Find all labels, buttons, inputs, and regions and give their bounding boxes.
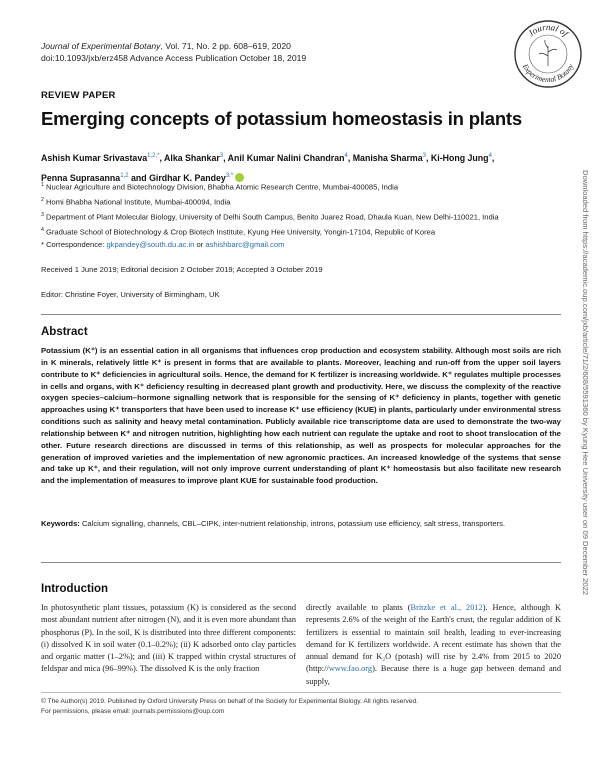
affiliation-text: Graduate School of Biotechnology & Crop Biotech Institute, Kyung Hee University, Yongin-17104, Republic of Korea	[43, 227, 436, 237]
abstract-heading: Abstract	[41, 326, 88, 338]
affiliations	[41, 179, 561, 239]
citation-link[interactable]: Britzke et al., 2012	[410, 603, 483, 612]
author-separator: ,	[491, 152, 495, 163]
article-type: REVIEW PAPER	[41, 90, 116, 101]
abstract-text: Potassium (K⁺) is an essential cation in all organisms that influences crop production and ecosystem stability. Although most soils are rich in K minerals, relatively little K⁺ is present in forms that are available to plants. Moreover, leaching and run-off from the upper soil layers contribute to K⁺ deficiencies in agricultural soils. Hence, the demand for K fertilizer is increasing worldwide. K⁺ regulates multiple processes in cells and organs, with K⁺ deficiency resulting in decreased plant growth and productivity. Here, we discuss the complexity of the reactive oxygen species–calcium–hormone signalling network that is responsible for the sensing of K⁺ deficiency in plants, together with genetic approaches using K⁺ transporters that have been used to increase K⁺ use efficiency (KUE) in plants, particularly under environmental stress conditions such as salinity and heavy metal contamination. Publicly available rice transcriptome data are used to demonstrate the two-way relationship between K⁺ and nitrogen nutrition, highlighting how each nutrient can regulate the uptake and root to shoot translocation of the other. Future research directions are discussed in terms of this relationship, as well as prospects for molecular approaches for the generation of improved varieties and the implementation of new agronomic practices. An increased knowledge of the systems that sense and take up K⁺, and their regulation, will not only improve current understanding of plant K⁺ homeostasis but also facilitate new research and the implementation of measures to improve plant KUE for sustainable food production.	[41, 346, 561, 486]
introduction-heading: Introduction	[41, 583, 109, 595]
publication-dates: Received 1 June 2019; Editorial decision 2 October 2019; Accepted 3 October 2019	[41, 265, 323, 274]
logo-text-top: Journal of	[525, 21, 571, 39]
affiliation-text: Homi Bhabha National Institute, Mumbai-400094, India	[43, 197, 231, 207]
introduction-left-column: In photosynthetic plant tissues, potassium (K) is considered as the second most abundant nutrient after nitrogen (N), and it is even more abundant than phosphorus (P). In the soil, K is distributed into three different components: (i) dissolved K in soil water (0.1–0.2%); (ii) K adsorbed onto clay particles and organic matter (1–2%); and (iii) K trapped within crystal structures of feldspar and mica (96–99%). The dissolved K is the only fraction	[41, 603, 296, 674]
author-line-1	[41, 147, 561, 167]
author-name: Anil Kumar Nalini Chandran	[227, 152, 345, 163]
author-affiliation-sup: 4	[488, 153, 492, 159]
affiliation-item	[41, 209, 561, 224]
download-watermark-text: Downloaded from https://academic.oup.com/jxb/article/71/2/608/5591360 by Kyung Hee University user on 09 December 2022	[581, 170, 590, 596]
author-affiliation-sup: 1,2,*	[147, 153, 160, 159]
intro-text-c: ). Because there is a huge gap between demand and supply,	[306, 664, 561, 686]
divider	[41, 562, 561, 563]
author-separator: and	[128, 172, 150, 183]
keywords-text: Calcium signalling, channels, CBL–CIPK, inter-nutrient relationship, introns, potassium use efficiency, salt stress, transporters.	[79, 519, 505, 528]
author-name: Ashish Kumar Srivastava	[41, 152, 148, 163]
plant-emblem-icon	[539, 40, 557, 66]
correspondence	[41, 240, 284, 249]
journal-name: Journal of Experimental Botany	[41, 41, 161, 51]
affiliation-item	[41, 224, 561, 239]
doi-line: doi:10.1093/jxb/erz458 Advance Access Publication October 18, 2019	[41, 53, 307, 63]
author-affiliation-sup: 1,2	[120, 172, 129, 179]
permissions-line: For permissions, please email: journals.permissions@oup.com	[41, 708, 225, 715]
email-link-1[interactable]: gkpandey@south.du.ac.in	[106, 240, 195, 249]
author-separator: ,	[159, 152, 165, 163]
fao-url-link[interactable]: www.fao.org	[328, 664, 373, 674]
author-name: Manisha Sharma	[352, 152, 423, 163]
copyright-line: © The Author(s) 2019. Published by Oxford University Press on behalf of the Society for Experimental Biology. All rights reserved.	[41, 698, 418, 705]
author-name: Alka Shankar	[164, 152, 220, 163]
citation-volume: , Vol. 71, No. 2 pp. 608–619, 2020	[160, 41, 291, 51]
affiliation-number: 3	[41, 211, 44, 218]
author-affiliation-sup: 4	[344, 153, 348, 159]
article-title: Emerging concepts of potassium homeostasis in plants	[41, 108, 522, 129]
keywords-label: Keywords:	[41, 519, 80, 528]
email-link-2[interactable]: ashishbarc@gmail.com	[205, 240, 285, 249]
affiliation-text: Nuclear Agriculture and Biotechnology Division, Bhabha Atomic Research Centre, Mumbai-400085, India	[43, 182, 399, 192]
journal-logo	[512, 18, 584, 90]
affiliation-number: 4	[41, 226, 44, 233]
author-affiliation-sup: 3	[219, 153, 224, 159]
affiliation-number: 2	[41, 196, 44, 203]
copyright-footer	[41, 697, 418, 717]
author-affiliation-sup: 3,*	[225, 172, 234, 179]
intro-text-a: directly available to plants (	[306, 603, 411, 612]
intro-text-b: ). Hence, although K represents 2.6% of the weight of the Earth's crust, the regular addition of K fertilizers is essential to maintain soil health, leading to ever-increasing demand for K fertilizers worldwide. A recent estimate has shown that the annual demand for K₂O (potash) will rise by 2.4% from 2015 to 2020 (http://	[306, 603, 561, 674]
email-separator: or	[194, 240, 206, 249]
download-watermark	[581, 170, 593, 600]
author-separator: ,	[347, 152, 353, 163]
introduction-right-column	[306, 602, 561, 688]
divider	[41, 314, 561, 315]
correspondence-label: * Correspondence:	[41, 240, 107, 249]
keywords	[41, 518, 561, 530]
affiliation-text: Department of Plant Molecular Biology, University of Delhi South Campus, Benito Juarez Road, Dhaula Kuan, New Delhi-110021, India	[43, 212, 499, 222]
author-affiliation-sup: 3	[422, 153, 426, 159]
author-separator: ,	[223, 152, 228, 163]
author-name: Penna Suprasanna	[41, 172, 121, 183]
logo-text-bottom: Experimental Botany	[520, 62, 576, 85]
affiliation-number: 1	[41, 182, 44, 188]
footer-divider	[41, 692, 561, 693]
affiliation-item	[41, 179, 561, 194]
author-name: Girdhar K. Pandey	[149, 172, 226, 183]
author-separator: ,	[426, 152, 431, 163]
author-name: Ki-Hong Jung	[430, 152, 489, 163]
editor-line: Editor: Christine Foyer, University of Birmingham, UK	[41, 290, 220, 299]
affiliation-item	[41, 194, 561, 209]
journal-citation	[41, 40, 306, 64]
